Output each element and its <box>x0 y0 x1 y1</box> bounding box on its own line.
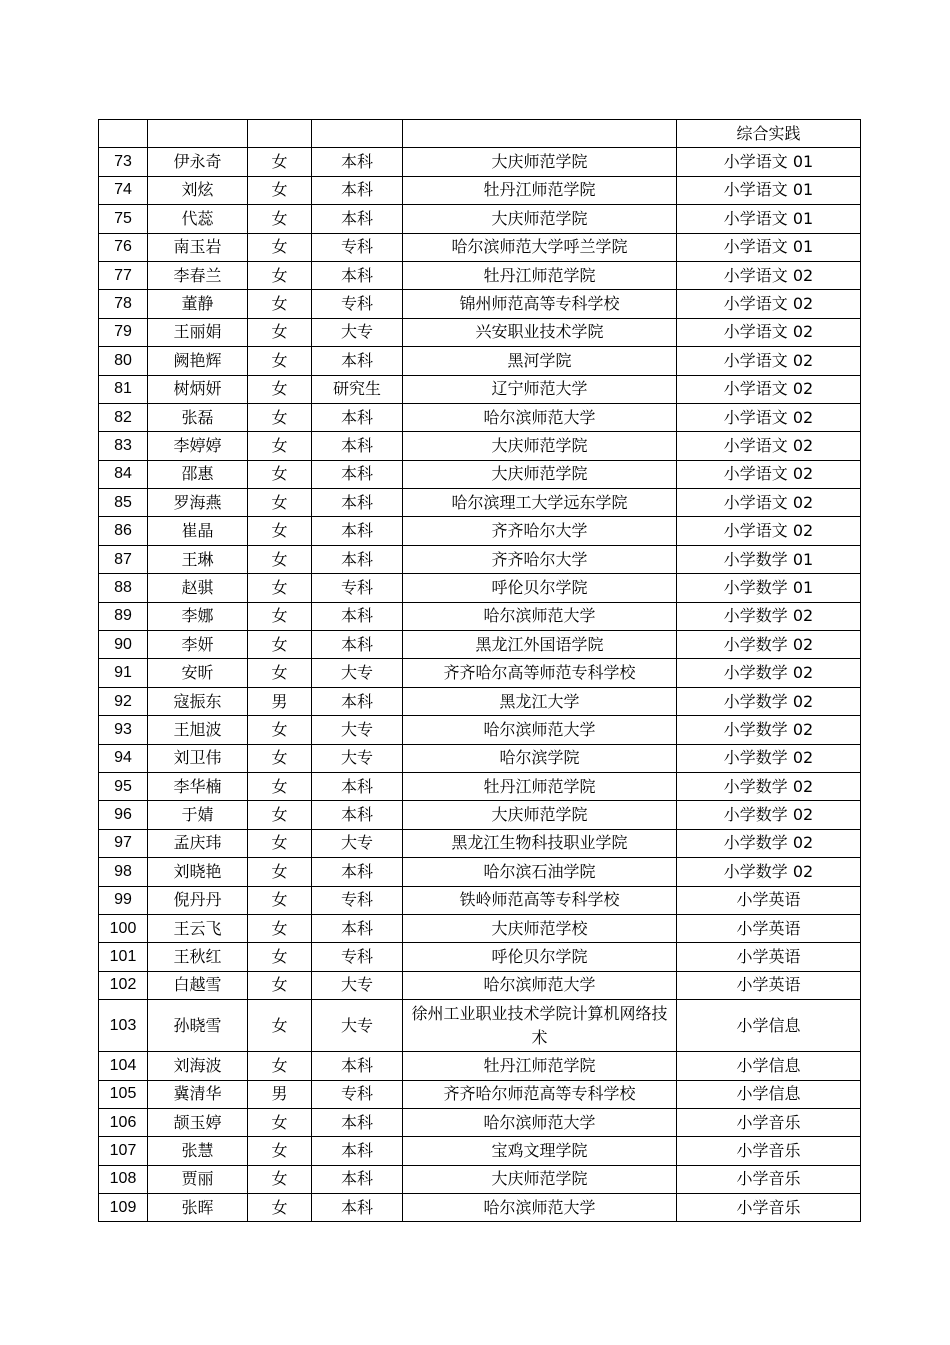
table-row <box>99 233 861 261</box>
cell-name: 罗海燕 <box>148 489 248 517</box>
cell-name: 王秋红 <box>148 943 248 971</box>
cell-school: 兴安职业技术学院 <box>403 318 677 346</box>
cell-education: 本科 <box>312 545 403 573</box>
cell-school: 齐齐哈尔大学 <box>403 517 677 545</box>
cell-subject: 小学语文 02 <box>677 489 861 517</box>
table-row <box>99 1137 861 1165</box>
cell-education: 专科 <box>312 290 403 318</box>
cell-subject: 小学语文 02 <box>677 261 861 289</box>
cell-name: 于婧 <box>148 801 248 829</box>
cell-gender: 女 <box>248 517 312 545</box>
cell-name: 孟庆玮 <box>148 829 248 857</box>
cell-subject: 小学语文 02 <box>677 375 861 403</box>
cell-gender: 女 <box>248 347 312 375</box>
cell-subject: 小学数学 02 <box>677 716 861 744</box>
table-row <box>99 205 861 233</box>
cell-subject: 小学数学 02 <box>677 659 861 687</box>
cell-subject: 小学语文 02 <box>677 290 861 318</box>
cell-name: 李婷婷 <box>148 432 248 460</box>
cell-number: 73 <box>99 148 148 176</box>
cell-number: 97 <box>99 829 148 857</box>
cell-school: 辽宁师范大学 <box>403 375 677 403</box>
cell-gender: 女 <box>248 886 312 914</box>
cell-education: 本科 <box>312 517 403 545</box>
cell-gender: 女 <box>248 1165 312 1193</box>
cell-subject: 小学数学 02 <box>677 772 861 800</box>
cell-subject: 小学语文 02 <box>677 318 861 346</box>
cell-number: 102 <box>99 971 148 999</box>
cell-gender: 女 <box>248 943 312 971</box>
cell-number: 84 <box>99 460 148 488</box>
cell-subject: 小学数学 02 <box>677 631 861 659</box>
cell-name: 刘炫 <box>148 176 248 204</box>
cell-name: 南玉岩 <box>148 233 248 261</box>
cell-gender: 女 <box>248 1137 312 1165</box>
table-row <box>99 943 861 971</box>
table-row <box>99 801 861 829</box>
cell-education: 专科 <box>312 1080 403 1108</box>
table-row <box>99 460 861 488</box>
cell-school: 黑龙江外国语学院 <box>403 631 677 659</box>
cell-name: 张慧 <box>148 1137 248 1165</box>
cell-name: 颉玉婷 <box>148 1108 248 1136</box>
cell-education: 本科 <box>312 858 403 886</box>
table-row <box>99 631 861 659</box>
table-row <box>99 517 861 545</box>
table-row <box>99 1080 861 1108</box>
cell-gender: 女 <box>248 148 312 176</box>
cell-number: 101 <box>99 943 148 971</box>
table-row <box>99 971 861 999</box>
cell-subject: 小学英语 <box>677 943 861 971</box>
cell-number: 103 <box>99 1000 148 1052</box>
cell-gender: 女 <box>248 233 312 261</box>
cell-school: 大庆师范学院 <box>403 432 677 460</box>
table-row <box>99 148 861 176</box>
cell-education: 本科 <box>312 1137 403 1165</box>
cell-gender: 女 <box>248 602 312 630</box>
cell-name: 王旭波 <box>148 716 248 744</box>
cell-subject: 小学数学 02 <box>677 602 861 630</box>
cell-education: 大专 <box>312 716 403 744</box>
cell-subject: 小学语文 02 <box>677 460 861 488</box>
cell-name: 孙晓雪 <box>148 1000 248 1052</box>
cell-school: 大庆师范学校 <box>403 914 677 942</box>
cell-education: 本科 <box>312 489 403 517</box>
cell-number: 95 <box>99 772 148 800</box>
cell-number: 79 <box>99 318 148 346</box>
cell-number: 75 <box>99 205 148 233</box>
cell-number: 82 <box>99 403 148 431</box>
cell-subject: 小学数学 02 <box>677 687 861 715</box>
table-row <box>99 347 861 375</box>
cell-subject: 小学英语 <box>677 886 861 914</box>
cell-school: 齐齐哈尔高等师范专科学校 <box>403 659 677 687</box>
cell-name: 李春兰 <box>148 261 248 289</box>
table-row <box>99 545 861 573</box>
cell-name: 贾丽 <box>148 1165 248 1193</box>
cell-gender: 女 <box>248 829 312 857</box>
cell-education: 本科 <box>312 176 403 204</box>
cell-gender: 女 <box>248 460 312 488</box>
cell-subject: 小学语文 02 <box>677 432 861 460</box>
table-row <box>99 1108 861 1136</box>
cell-subject: 小学语文 02 <box>677 347 861 375</box>
cell-number: 85 <box>99 489 148 517</box>
cell-school: 牡丹江师范学院 <box>403 176 677 204</box>
cell-education: 本科 <box>312 205 403 233</box>
cell-number: 100 <box>99 914 148 942</box>
cell-number: 77 <box>99 261 148 289</box>
cell-name: 倪丹丹 <box>148 886 248 914</box>
table-row <box>99 659 861 687</box>
cell-name: 代蕊 <box>148 205 248 233</box>
cell-name: 李娜 <box>148 602 248 630</box>
table-row <box>99 176 861 204</box>
cell-education: 本科 <box>312 1165 403 1193</box>
cell-number: 107 <box>99 1137 148 1165</box>
cell-name: 刘晓艳 <box>148 858 248 886</box>
cell-name: 冀清华 <box>148 1080 248 1108</box>
cell-education: 大专 <box>312 318 403 346</box>
table-row <box>99 1052 861 1080</box>
table-row <box>99 772 861 800</box>
table-row <box>99 886 861 914</box>
table-row <box>99 744 861 772</box>
cell-school: 哈尔滨师范大学 <box>403 1108 677 1136</box>
cell-subject: 小学信息 <box>677 1052 861 1080</box>
cell-school: 哈尔滨师范大学 <box>403 403 677 431</box>
cell-education: 专科 <box>312 943 403 971</box>
cell-school: 呼伦贝尔学院 <box>403 943 677 971</box>
cell-subject: 小学语文 01 <box>677 176 861 204</box>
cell-number: 104 <box>99 1052 148 1080</box>
cell-gender: 女 <box>248 858 312 886</box>
table-row <box>99 574 861 602</box>
cell-school: 宝鸡文理学院 <box>403 1137 677 1165</box>
cell-name: 崔晶 <box>148 517 248 545</box>
table-row <box>99 261 861 289</box>
cell-school: 哈尔滨师范大学呼兰学院 <box>403 233 677 261</box>
cell-number: 106 <box>99 1108 148 1136</box>
cell-gender: 女 <box>248 403 312 431</box>
cell-number: 109 <box>99 1194 148 1222</box>
cell-gender: 女 <box>248 574 312 602</box>
cell-gender: 女 <box>248 545 312 573</box>
cell-name: 王琳 <box>148 545 248 573</box>
cell-name: 张磊 <box>148 403 248 431</box>
cell-number: 91 <box>99 659 148 687</box>
cell-education: 本科 <box>312 602 403 630</box>
cell-education: 本科 <box>312 914 403 942</box>
table-row <box>99 318 861 346</box>
cell-gender <box>248 120 312 148</box>
cell-gender: 男 <box>248 1080 312 1108</box>
cell-education: 本科 <box>312 772 403 800</box>
cell-name: 赵骐 <box>148 574 248 602</box>
table-row <box>99 489 861 517</box>
cell-subject: 小学数学 02 <box>677 744 861 772</box>
cell-school: 铁岭师范高等专科学校 <box>403 886 677 914</box>
cell-number: 105 <box>99 1080 148 1108</box>
cell-name: 树炳妍 <box>148 375 248 403</box>
table-row <box>99 290 861 318</box>
cell-subject: 小学语文 02 <box>677 403 861 431</box>
cell-subject: 小学英语 <box>677 971 861 999</box>
cell-education: 本科 <box>312 1052 403 1080</box>
cell-name: 王丽娟 <box>148 318 248 346</box>
cell-number: 76 <box>99 233 148 261</box>
cell-name: 伊永奇 <box>148 148 248 176</box>
cell-school: 哈尔滨理工大学远东学院 <box>403 489 677 517</box>
cell-subject: 小学数学 02 <box>677 829 861 857</box>
cell-number: 99 <box>99 886 148 914</box>
cell-gender: 女 <box>248 176 312 204</box>
cell-name: 李华楠 <box>148 772 248 800</box>
cell-school: 哈尔滨师范大学 <box>403 602 677 630</box>
cell-school: 哈尔滨学院 <box>403 744 677 772</box>
cell-education: 本科 <box>312 631 403 659</box>
table-row <box>99 432 861 460</box>
cell-education: 大专 <box>312 744 403 772</box>
cell-school: 大庆师范学院 <box>403 148 677 176</box>
cell-education: 本科 <box>312 1108 403 1136</box>
cell-subject: 小学语文 01 <box>677 148 861 176</box>
cell-number: 94 <box>99 744 148 772</box>
table-row <box>99 602 861 630</box>
cell-subject: 小学语文 01 <box>677 233 861 261</box>
cell-number: 96 <box>99 801 148 829</box>
cell-education: 本科 <box>312 460 403 488</box>
cell-gender: 女 <box>248 261 312 289</box>
cell-education: 本科 <box>312 403 403 431</box>
cell-education: 大专 <box>312 1000 403 1052</box>
cell-subject: 小学英语 <box>677 914 861 942</box>
cell-number <box>99 120 148 148</box>
cell-gender: 女 <box>248 489 312 517</box>
cell-school: 大庆师范学院 <box>403 1165 677 1193</box>
cell-name: 董静 <box>148 290 248 318</box>
cell-gender: 女 <box>248 1108 312 1136</box>
table-row <box>99 858 861 886</box>
table-row <box>99 716 861 744</box>
cell-education: 研究生 <box>312 375 403 403</box>
cell-name: 安昕 <box>148 659 248 687</box>
cell-subject: 小学音乐 <box>677 1137 861 1165</box>
cell-subject: 综合实践 <box>677 120 861 148</box>
cell-school: 齐齐哈尔大学 <box>403 545 677 573</box>
table-row <box>99 914 861 942</box>
cell-school: 大庆师范学院 <box>403 205 677 233</box>
cell-subject: 小学信息 <box>677 1000 861 1052</box>
cell-number: 108 <box>99 1165 148 1193</box>
cell-education: 本科 <box>312 1194 403 1222</box>
cell-subject: 小学数学 01 <box>677 574 861 602</box>
cell-school: 黑龙江大学 <box>403 687 677 715</box>
cell-gender: 男 <box>248 687 312 715</box>
cell-education <box>312 120 403 148</box>
cell-subject: 小学数学 01 <box>677 545 861 573</box>
cell-name: 张晖 <box>148 1194 248 1222</box>
cell-gender: 女 <box>248 772 312 800</box>
table-row <box>99 1165 861 1193</box>
cell-number: 98 <box>99 858 148 886</box>
cell-gender: 女 <box>248 375 312 403</box>
cell-education: 专科 <box>312 886 403 914</box>
cell-education: 大专 <box>312 971 403 999</box>
cell-gender: 女 <box>248 801 312 829</box>
cell-education: 专科 <box>312 233 403 261</box>
cell-name: 王云飞 <box>148 914 248 942</box>
cell-number: 83 <box>99 432 148 460</box>
cell-gender: 女 <box>248 1000 312 1052</box>
cell-school: 大庆师范学院 <box>403 460 677 488</box>
cell-education: 本科 <box>312 801 403 829</box>
cell-school: 哈尔滨师范大学 <box>403 971 677 999</box>
cell-number: 74 <box>99 176 148 204</box>
cell-school: 锦州师范高等专科学校 <box>403 290 677 318</box>
cell-number: 92 <box>99 687 148 715</box>
cell-name <box>148 120 248 148</box>
cell-education: 大专 <box>312 659 403 687</box>
cell-school: 黑龙江生物科技职业学院 <box>403 829 677 857</box>
cell-number: 78 <box>99 290 148 318</box>
table-body <box>99 120 861 1222</box>
cell-school: 哈尔滨师范大学 <box>403 1194 677 1222</box>
cell-gender: 女 <box>248 971 312 999</box>
cell-name: 邵惠 <box>148 460 248 488</box>
cell-number: 90 <box>99 631 148 659</box>
cell-school: 牡丹江师范学院 <box>403 261 677 289</box>
cell-school: 呼伦贝尔学院 <box>403 574 677 602</box>
cell-education: 大专 <box>312 829 403 857</box>
cell-education: 本科 <box>312 347 403 375</box>
table-row <box>99 375 861 403</box>
cell-school: 齐齐哈尔师范高等专科学校 <box>403 1080 677 1108</box>
table-row <box>99 829 861 857</box>
table-row <box>99 687 861 715</box>
cell-subject: 小学数学 02 <box>677 801 861 829</box>
cell-subject: 小学音乐 <box>677 1194 861 1222</box>
cell-name: 寇振东 <box>148 687 248 715</box>
cell-name: 刘卫伟 <box>148 744 248 772</box>
cell-education: 本科 <box>312 148 403 176</box>
table-row <box>99 403 861 431</box>
cell-school <box>403 120 677 148</box>
cell-education: 本科 <box>312 687 403 715</box>
cell-gender: 女 <box>248 716 312 744</box>
cell-school: 牡丹江师范学院 <box>403 772 677 800</box>
cell-school: 哈尔滨师范大学 <box>403 716 677 744</box>
cell-number: 88 <box>99 574 148 602</box>
cell-gender: 女 <box>248 631 312 659</box>
cell-gender: 女 <box>248 1052 312 1080</box>
cell-subject: 小学数学 02 <box>677 858 861 886</box>
cell-gender: 女 <box>248 318 312 346</box>
cell-education: 本科 <box>312 261 403 289</box>
cell-gender: 女 <box>248 914 312 942</box>
cell-number: 93 <box>99 716 148 744</box>
cell-gender: 女 <box>248 1194 312 1222</box>
cell-education: 专科 <box>312 574 403 602</box>
cell-number: 86 <box>99 517 148 545</box>
table-row <box>99 1000 861 1052</box>
cell-subject: 小学音乐 <box>677 1108 861 1136</box>
cell-number: 89 <box>99 602 148 630</box>
personnel-table <box>98 119 861 1222</box>
cell-number: 80 <box>99 347 148 375</box>
cell-school: 徐州工业职业技术学院计算机网络技术 <box>403 1000 677 1052</box>
cell-school: 牡丹江师范学院 <box>403 1052 677 1080</box>
cell-school: 哈尔滨石油学院 <box>403 858 677 886</box>
cell-education: 本科 <box>312 432 403 460</box>
cell-subject: 小学语文 02 <box>677 517 861 545</box>
cell-gender: 女 <box>248 659 312 687</box>
cell-number: 81 <box>99 375 148 403</box>
cell-gender: 女 <box>248 290 312 318</box>
cell-gender: 女 <box>248 744 312 772</box>
cell-subject: 小学信息 <box>677 1080 861 1108</box>
cell-school: 大庆师范学院 <box>403 801 677 829</box>
cell-name: 阙艳辉 <box>148 347 248 375</box>
cell-number: 87 <box>99 545 148 573</box>
cell-name: 刘海波 <box>148 1052 248 1080</box>
cell-gender: 女 <box>248 432 312 460</box>
cell-subject: 小学音乐 <box>677 1165 861 1193</box>
cell-name: 白越雪 <box>148 971 248 999</box>
cell-subject: 小学语文 01 <box>677 205 861 233</box>
cell-gender: 女 <box>248 205 312 233</box>
cell-school: 黑河学院 <box>403 347 677 375</box>
cell-name: 李妍 <box>148 631 248 659</box>
table-row <box>99 1194 861 1222</box>
table-header-row <box>99 120 861 148</box>
